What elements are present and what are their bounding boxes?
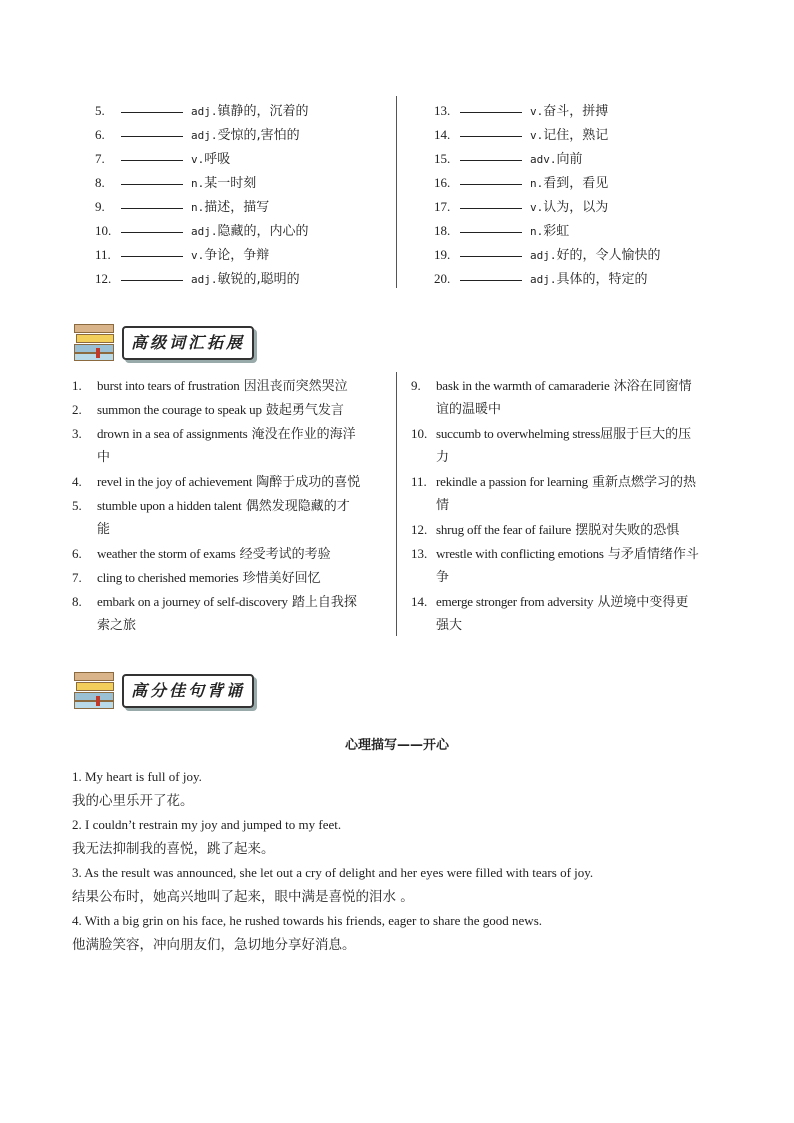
answer-blank	[121, 170, 183, 185]
vocab-number: 8.	[95, 175, 105, 190]
answer-blank	[121, 98, 183, 113]
expression-chinese: 偶然发现隐藏的才	[241, 499, 350, 514]
vocab-meaning: 隐藏的，内心的	[217, 224, 309, 239]
expression-number: 4.	[72, 474, 82, 489]
expression-chinese: 与矛盾情绪作斗	[603, 547, 699, 562]
expression-text	[436, 542, 699, 567]
vocab-number: 19.	[434, 247, 451, 262]
answer-blank	[121, 122, 183, 137]
vocab-row	[434, 218, 569, 240]
expression-chinese-cont: 强大	[436, 618, 463, 633]
expression-number: 2.	[72, 402, 82, 417]
expression-text	[97, 422, 356, 447]
expression-chinese-cont: 情	[436, 498, 450, 513]
expression-english: succumb to overwhelming stress	[436, 426, 601, 441]
expression-continuation	[97, 518, 110, 542]
expression-number: 9.	[411, 378, 421, 393]
vocab-row	[434, 122, 608, 144]
vocab-meaning: 记住，熟记	[543, 128, 609, 143]
expression-english: drown in a sea of assignments	[97, 426, 248, 441]
answer-blank	[121, 266, 183, 281]
vocab-number: 16.	[434, 175, 451, 190]
expression-number: 3.	[72, 426, 82, 441]
expression-chinese: 沐浴在同窗情	[609, 379, 692, 394]
answer-blank	[121, 218, 183, 233]
expression-continuation	[97, 614, 136, 638]
vocab-number: 10.	[95, 223, 112, 238]
vocab-row	[95, 98, 309, 120]
expression-number: 5.	[72, 498, 82, 513]
expression-number: 7.	[72, 570, 82, 585]
section-title: 高级词汇拓展	[122, 326, 254, 360]
expression-continuation	[436, 398, 501, 422]
vocab-row	[434, 146, 583, 168]
expression-english: burst into tears of frustration	[97, 378, 240, 393]
expression-number: 13.	[411, 546, 428, 561]
vocab-row	[434, 194, 608, 216]
expression-chinese: 经受考试的考验	[235, 547, 331, 562]
part-of-speech: v.	[530, 201, 544, 214]
vocab-meaning: 敏锐的,聪明的	[217, 272, 300, 287]
vocab-meaning: 向前	[556, 152, 583, 167]
vocab-meaning: 受惊的,害怕的	[217, 128, 300, 143]
expression-chinese-cont: 中	[97, 450, 111, 465]
vocab-meaning: 具体的，特定的	[556, 272, 648, 287]
answer-blank	[460, 218, 522, 233]
expression-chinese-cont: 力	[436, 450, 450, 465]
answer-blank	[460, 122, 522, 137]
vocab-number: 12.	[95, 271, 112, 286]
expression-chinese: 鼓起勇气发言	[261, 403, 344, 418]
expression-chinese-cont: 争	[436, 570, 450, 585]
expression-text	[436, 518, 679, 543]
vocab-row	[95, 194, 269, 216]
expression-number: 6.	[72, 546, 82, 561]
expression-english: shrug off the fear of failure	[436, 522, 572, 537]
answer-blank	[460, 242, 522, 257]
part-of-speech: adj.	[191, 225, 218, 238]
expression-text	[97, 374, 348, 399]
part-of-speech: adj.	[191, 129, 218, 142]
vocab-row	[434, 266, 648, 288]
vocab-row	[95, 146, 230, 168]
vocab-number: 14.	[434, 127, 451, 142]
part-of-speech: n.	[530, 225, 544, 238]
expression-text	[97, 590, 357, 615]
vocab-meaning: 争论，争辩	[204, 248, 270, 263]
expression-chinese: 淹没在作业的海洋	[247, 427, 356, 442]
sentence-english: 3. As the result was announced, she let out a cry of delight and her eyes were filled with tears of joy.	[72, 865, 594, 880]
part-of-speech: n.	[191, 177, 205, 190]
part-of-speech: adj.	[530, 249, 557, 262]
expression-continuation	[436, 446, 449, 470]
expression-number: 14.	[411, 594, 428, 609]
vocab-row	[95, 242, 269, 264]
section-title: 高分佳句背诵	[122, 674, 254, 708]
expression-english: rekindle a passion for learning	[436, 474, 588, 489]
expression-english: summon the courage to speak up	[97, 402, 262, 417]
expression-chinese: 陶醉于成功的喜悦	[252, 475, 361, 490]
expression-text	[436, 374, 692, 399]
vocab-number: 20.	[434, 271, 451, 286]
section-header-advanced-vocab	[72, 322, 272, 362]
part-of-speech: adv.	[530, 153, 557, 166]
sentence-chinese: 他满脸笑容，冲向朋友们，急切地分享好消息。	[72, 937, 356, 953]
expression-number: 8.	[72, 594, 82, 609]
vocab-number: 13.	[434, 103, 451, 118]
expression-number: 12.	[411, 522, 428, 537]
books-icon	[72, 322, 118, 362]
expression-continuation	[97, 446, 110, 470]
expression-english: wrestle with conflicting emotions	[436, 546, 604, 561]
expression-chinese: 踏上自我探	[287, 595, 357, 610]
expression-continuation	[436, 566, 449, 590]
expression-continuation	[436, 614, 462, 638]
part-of-speech: v.	[530, 129, 544, 142]
answer-blank	[121, 146, 183, 161]
vocab-row	[95, 170, 256, 192]
answer-blank	[121, 242, 183, 257]
expression-chinese: 因沮丧而突然哭泣	[239, 379, 348, 394]
expression-chinese-cont: 索之旅	[97, 618, 137, 633]
vocab-meaning: 看到，看见	[543, 176, 609, 191]
expression-text	[436, 470, 696, 495]
expression-text	[97, 542, 331, 567]
answer-blank	[460, 194, 522, 209]
part-of-speech: adj.	[191, 273, 218, 286]
expression-number: 11.	[411, 474, 427, 489]
expression-chinese-cont: 谊的温暖中	[436, 402, 502, 417]
answer-blank	[460, 146, 522, 161]
sentence-chinese: 我无法抑制我的喜悦，跳了起来。	[72, 841, 275, 857]
sentence-chinese: 结果公布时，她高兴地叫了起来，眼中满是喜悦的泪水 。	[72, 889, 414, 905]
answer-blank	[460, 266, 522, 281]
vocab-row	[95, 218, 309, 240]
expression-english: stumble upon a hidden talent	[97, 498, 242, 513]
part-of-speech: adj.	[530, 273, 557, 286]
expression-text	[436, 422, 691, 447]
vocab-number: 9.	[95, 199, 105, 214]
expression-english: bask in the warmth of camaraderie	[436, 378, 610, 393]
vocab-meaning: 彩虹	[543, 224, 570, 239]
sentence-english: 4. With a big grin on his face, he rushed towards his friends, eager to share the good news.	[72, 913, 543, 928]
vocab-row	[434, 170, 608, 192]
vocab-meaning: 某一时刻	[204, 176, 257, 191]
expression-chinese: 重新点燃学习的热	[587, 475, 697, 490]
part-of-speech: v.	[191, 153, 205, 166]
vocab-row	[434, 98, 608, 120]
expression-chinese-cont: 能	[97, 522, 111, 537]
expression-number: 10.	[411, 426, 428, 441]
expression-english: revel in the joy of achievement	[97, 474, 253, 489]
sentence-english: 2. I couldn’t restrain my joy and jumped to my feet.	[72, 817, 342, 832]
vocab-meaning: 呼吸	[204, 152, 231, 167]
vocab-meaning: 描述，描写	[204, 200, 270, 215]
expression-chinese: 从逆境中变得更	[593, 595, 689, 610]
expression-english: cling to cherished memories	[97, 570, 239, 585]
vocab-row	[95, 122, 300, 144]
vocab-row	[95, 266, 300, 288]
expression-text	[97, 494, 350, 519]
vocab-divider	[396, 96, 397, 288]
vocab-meaning: 好的，令人愉快的	[556, 248, 661, 263]
part-of-speech: n.	[191, 201, 205, 214]
answer-blank	[460, 98, 522, 113]
expression-text	[436, 590, 688, 615]
expression-continuation	[436, 494, 449, 518]
expression-chinese: 珍惜美好回忆	[238, 571, 321, 586]
vocab-number: 7.	[95, 151, 105, 166]
section-header-sentences	[72, 670, 272, 710]
expression-english: emerge stronger from adversity	[436, 594, 594, 609]
vocab-meaning: 镇静的，沉着的	[217, 104, 309, 119]
expression-chinese: 摆脱对失败的恐惧	[571, 523, 680, 538]
part-of-speech: adj.	[191, 105, 218, 118]
part-of-speech: v.	[530, 105, 544, 118]
expression-text	[97, 398, 344, 423]
sentence-chinese: 我的心里乐开了花。	[72, 793, 194, 809]
vocab-number: 15.	[434, 151, 451, 166]
expression-text	[97, 566, 321, 591]
expression-text	[97, 470, 360, 495]
vocab-number: 5.	[95, 103, 105, 118]
expression-divider	[396, 372, 397, 636]
vocab-number: 6.	[95, 127, 105, 142]
expression-english: weather the storm of exams	[97, 546, 236, 561]
vocab-meaning: 奋斗，拼搏	[543, 104, 609, 119]
sentences-title: 心理描写——开心	[344, 738, 449, 753]
vocab-meaning: 认为，以为	[543, 200, 609, 215]
sentence-english: 1. My heart is full of joy.	[72, 769, 202, 784]
expression-number: 1.	[72, 378, 82, 393]
vocab-number: 17.	[434, 199, 451, 214]
part-of-speech: v.	[191, 249, 205, 262]
answer-blank	[460, 170, 522, 185]
vocab-number: 11.	[95, 247, 111, 262]
expression-english: embark on a journey of self-discovery	[97, 594, 288, 609]
part-of-speech: n.	[530, 177, 544, 190]
vocab-number: 18.	[434, 223, 451, 238]
books-icon	[72, 670, 118, 710]
answer-blank	[121, 194, 183, 209]
expression-chinese: 屈服于巨大的压	[600, 427, 692, 442]
vocab-row	[434, 242, 661, 264]
